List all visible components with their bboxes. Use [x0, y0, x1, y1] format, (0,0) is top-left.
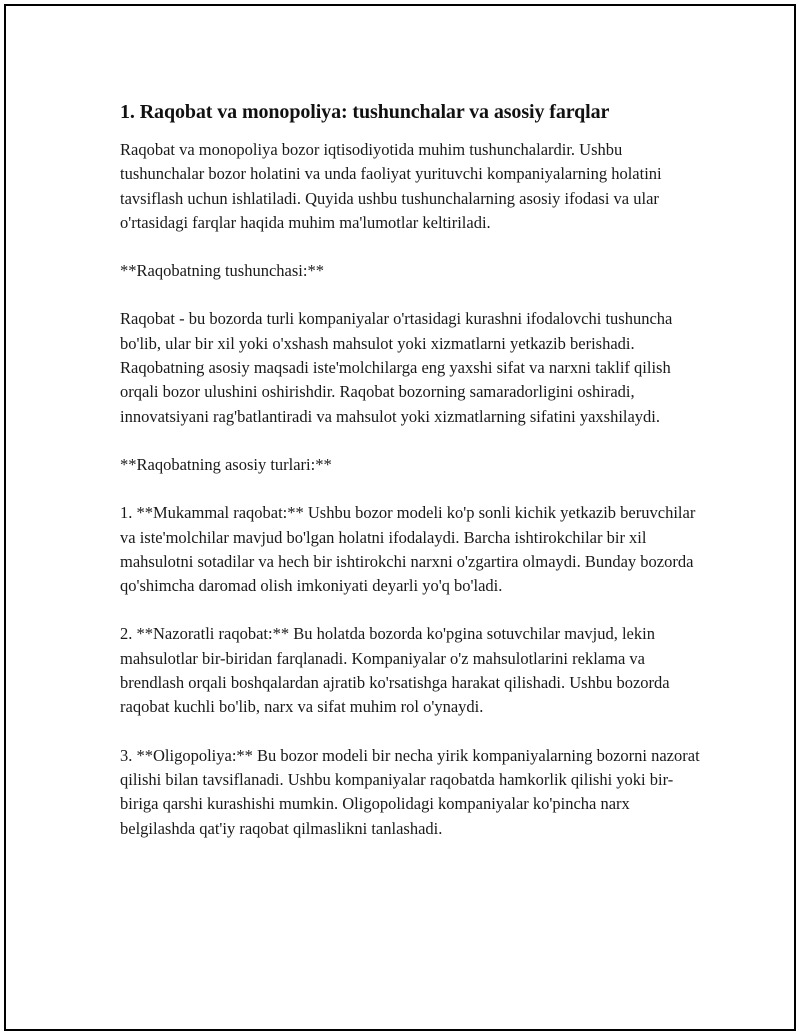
document-page — [4, 4, 796, 1031]
concept-paragraph: Raqobat - bu bozorda turli kompaniyalar o'rtasidagi kurashni ifodalovchi tushuncha bo'lib, ular bir xil yoki o'xshash mahsulot yoki xizmatlarni yetkazib berishadi. Raqobatning asosiy maqsadi iste'molchilarga eng yaxshi sifat va narxni taklif qilish orqali bozor ulushini oshirishdir. Raqobat bozorning samaradorligini oshiradi, innovatsiyani rag'batlantiradi va mahsulot yoki xizmatlarning sifatini yaxshilaydi. — [120, 309, 673, 426]
intro-paragraph: Raqobat va monopoliya bozor iqtisodiyotida muhim tushunchalardir. Ushbu tushunchalar bozor holatini va unda faoliyat yurituvchi kompaniyalarning holatini tavsiflash uchun ishlatiladi. Quyida ushbu tushunchalarning asosiy ifodasi va ular o'rtasidagi farqlar haqida muhim ma'lumotlar keltiriladi. — [120, 140, 662, 232]
document-title: 1. Raqobat va monopoliya: tushunchalar va asosiy farqlar — [120, 101, 610, 123]
section-heading-types: **Raqobatning asosiy turlari:** — [120, 454, 332, 474]
list-item-oligopoly: 3. **Oligopoliya:** Bu bozor modeli bir necha yirik kompaniyalarning bozorni nazorat qilishi bilan tavsiflanadi. Ushbu kompaniyalar raqobatda hamkorlik qilishi yoki bir-biriga qarshi kurashishi mumkin. Oligopolidagi kompaniyalar ko'pincha narx belgilashda qat'iy raqobat qilmaslikni tanlashadi. — [120, 745, 700, 838]
list-item-controlled-competition: 2. **Nazoratli raqobat:** Bu holatda bozorda ko'pgina sotuvchilar mavjud, lekin mahsulotlar bir-biridan farqlanadi. Kompaniyalar o'z mahsulotlarini reklama va brendlash orqali boshqalardan ajratib ko'rsatishga harakat qilishadi. Ushbu bozorda raqobat kuchli bo'lib, narx va sifat muhim rol o'ynaydi. — [120, 624, 670, 717]
section-heading-concept: **Raqobatning tushunchasi:** — [120, 261, 324, 281]
list-item-perfect-competition: 1. **Mukammal raqobat:** Ushbu bozor modeli ko'p sonli kichik yetkazib beruvchilar va iste'molchilar mavjud bo'lgan holatni ifodalaydi. Barcha ishtirokchilar bir xil mahsulotni sotadilar va hech bir ishtirokchi narxni o'zgartira olmaydi. Bunday bozorda qo'shimcha daromad olish imkoniyati deyarli yo'q bo'ladi. — [120, 503, 696, 596]
document-body — [120, 99, 700, 841]
